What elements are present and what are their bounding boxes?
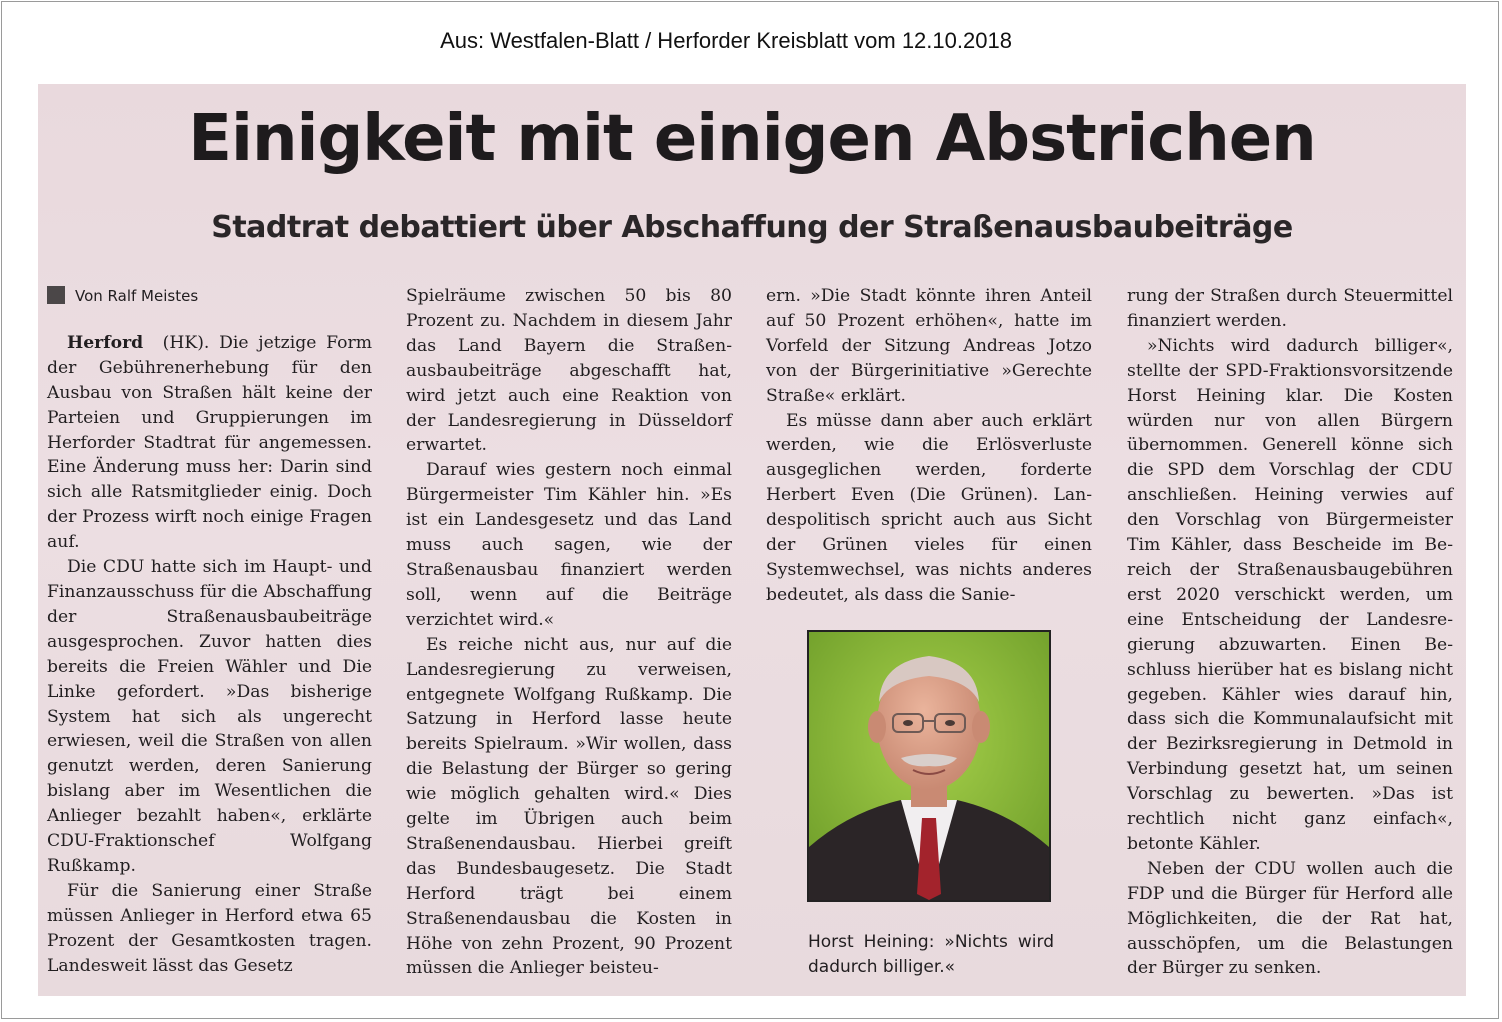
article-column-1 [47, 284, 372, 978]
paragraph [47, 331, 372, 555]
headline: Einigkeit mit einigen Abstrichen [188, 102, 1316, 176]
portrait-photo [807, 630, 1051, 902]
subheadline: Stadtrat debattiert über Abschaffung der Straßenausbaubeiträge [211, 210, 1293, 245]
article-column-4 [1127, 284, 1453, 981]
newspaper-clipping [38, 84, 1466, 996]
paragraph: Spielräume zwischen 50 bis 80 Prozent zu. Nachdem in diesem Jahr das Land Bayern die Straßenausbaubeiträge abgeschafft hat, wird jetzt auch eine Reaktion von der Landesregierung in Düsseldorf erwartet. [406, 286, 732, 456]
paragraph: rung der Straßen durch Steuermittel finanziert werden. [1127, 286, 1453, 331]
byline-text: Von Ralf Meistes [75, 287, 199, 305]
paragraph: Es reiche nicht aus, nur auf die Landesregierung zu verweisen, entgegnete Wolfgang Rußkamp. Die Satzung in Herford lasse heute bereits Spielraum. »Wir wollen, dass die Belastung der Bürger so gering wie möglich gehalten wird.« Dies gelte im Übrigen auch beim Straßenendausbau. Hierbei greift das Bundesbaugesetz. Die Stadt Herford trägt bei einem Straßenendausbau die Kosten in Höhe von zehn Prozent, 90 Prozent müssen die Anlieger beisteu- [406, 634, 732, 979]
source-line: Aus: Westfalen-Blatt / Herforder Kreisblatt vom 12.10.2018 [440, 28, 1012, 53]
paragraph: Die CDU hatte sich im Haupt- und Finanzausschuss für die Abschaffung der Straßenausbaubeiträge ausgesprochen. Zuvor hatten dies bereits die Freien Wähler und Die Linke gefordert. »Das bisherige System hat sich als ungerecht erwiesen, weil die Straßen von allen genutzt werden, deren Sanierung bislang aber im Wesentlichen die Anlieger bezahlt haben«, erklärte CDU-Fraktionschef Wolfgang Rußkamp. [47, 557, 372, 876]
article-column-2 [406, 284, 732, 981]
paragraph-text: (HK). Die jetzige Form der Gebührenerhebung für den Ausbau von Straßen hält keine der Parteien und Gruppierungen im Herforder Stadtrat für angemessen. Eine Änderung muss her: Darin sind sich alle Ratsmitglieder einig. Doch der Prozess wirft noch einige Fragen auf. [47, 332, 372, 553]
dateline: Herford [67, 332, 144, 353]
paragraph: Neben der CDU wollen auch die FDP und die Bürger für Herford alle Möglichkeiten, die der Rat hat, ausschöpfen, um die Belastungen der Bürger zu senken. [1127, 858, 1453, 979]
paragraph: »Nichts wird dadurch billiger«, stellte der SPD-Fraktionsvorsitzende Horst Heining klar. Die Kosten würden nur von allen Bürgern übernommen. Generell könne sich die SPD dem Vorschlag der CDU anschließen. Heining verwies auf den Vorschlag von Bürgermeister Tim Kähler, dass Bescheide im Bereich der Straßenausbaugebühren erst 2020 verschickt werden, um eine Entscheidung der Landesregierung abzuwarten. Einen Beschluss hierüber hat es bislang nicht gegeben. Kähler wies darauf hin, dass sich die Kommunalaufsicht mit der Bezirksregierung in Detmold in Verbindung gesetzt hat, um seinen Vorschlag zu bewerten. »Das ist rechtlich nicht ganz einfach«, betonte Kähler. [1127, 335, 1453, 854]
paragraph: Es müsse dann aber auch erklärt werden, wie die Erlösverluste ausgeglichen werden, forderte Herbert Even (Die Grünen). Landespolitisch spricht auch aus Sicht der Grünen vieles für einen Systemwechsel, was nichts anderes bedeutet, als dass die Sanie- [766, 410, 1092, 605]
byline [47, 284, 372, 309]
paragraph: ern. »Die Stadt könnte ihren Anteil auf 50 Prozent erhöhen«, hatte im Vorfeld der Sitzung Andreas Jotzo von der Bürgerinitiative »Gerechte Straße« erklärt. [766, 286, 1092, 406]
portrait-image [809, 632, 1049, 900]
paragraph: Darauf wies gestern noch einmal Bürgermeister Tim Kähler hin. »Es ist ein Landesgesetz und das Land muss auch sagen, wie der Straßenausbau finanziert werden soll, wenn auf die Beiträge verzichtet wird.« [406, 460, 732, 630]
photo-caption: Horst Heining: »Nichts wird dadurch billiger.« [808, 932, 1054, 977]
article-column-3 [766, 284, 1092, 608]
paragraph: Für die Sanierung einer Straße müssen Anlieger in Herford etwa 65 Prozent der Gesamtkosten tragen. Landesweit lässt das Gesetz [47, 880, 372, 976]
byline-square-icon [47, 286, 65, 304]
